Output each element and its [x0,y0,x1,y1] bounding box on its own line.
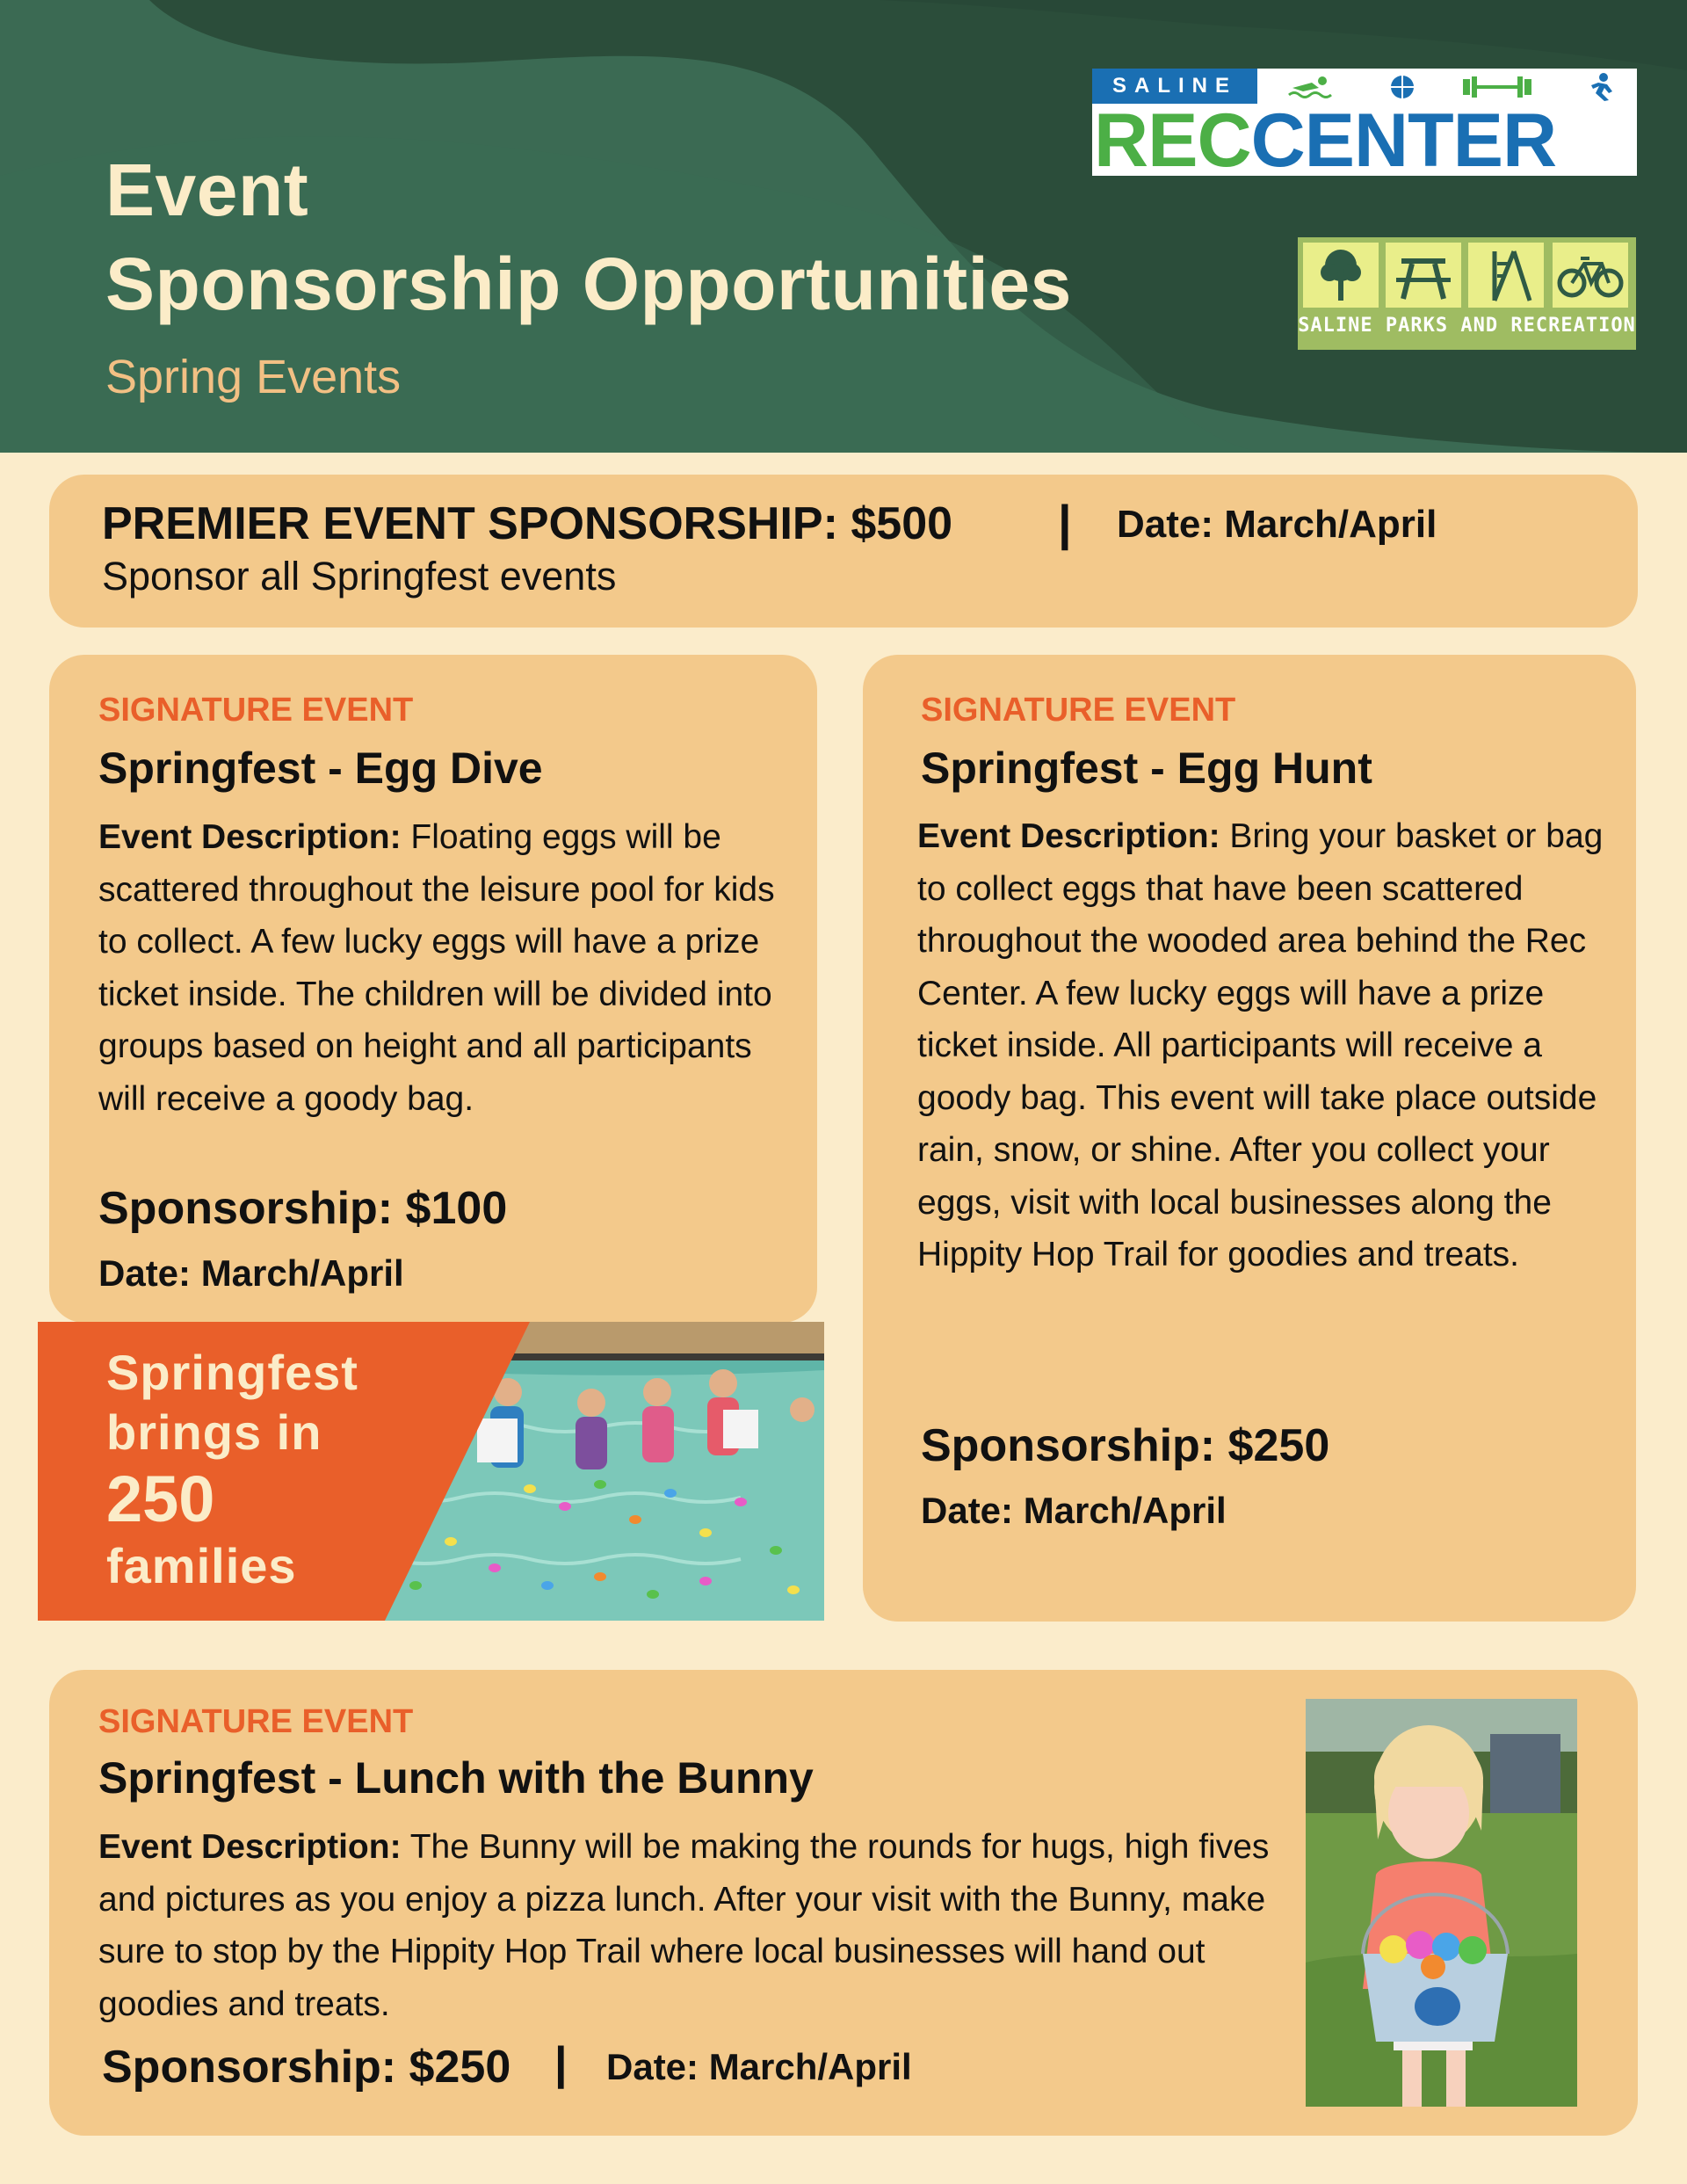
egg-dive-desc-text: Floating eggs will be scattered throughout the leisure pool for kids to collect. A few lucky eggs will have a prize ticket inside. The children will be divided into groups based on height and all participants will receive a goody bag. [98,818,775,1118]
egg-dive-title: Springfest - Egg Dive [98,744,543,793]
slide-icon [1468,243,1544,308]
lunch-date: Date: March/April [606,2046,912,2087]
lunch-separator: | [554,2038,568,2089]
basketball-icon [1391,76,1414,98]
rec-logo-saline-text: SALINE [1092,69,1257,104]
premier-date: Date: March/April [1117,503,1437,546]
swimmer-icon [1289,76,1331,98]
callout-number: 250 [106,1462,215,1535]
egg-hunt-sponsorship: Sponsorship: $250 [921,1420,1330,1471]
child-with-easter-basket-photo [1306,1699,1577,2107]
page-subtitle: Spring Events [105,351,402,403]
springfest-callout [38,1322,824,1621]
callout-line-4: families [106,1538,297,1593]
egg-dive-desc-label: Event Description: [98,818,402,856]
egg-hunt-card [863,655,1636,1622]
lunch-description [98,1821,1298,2030]
premier-heading: PREMIER EVENT SPONSORSHIP: $500 [102,498,953,549]
rec-logo-activity-icons [1268,72,1633,102]
picnic-table-icon [1386,243,1461,308]
lunch-desc-text: The Bunny will be making the rounds for hugs, high fives and pictures as you enjoy a pizza lunch. After your visit with the Bunny, make sure to stop by the Hippity Hop Trail where local businesses will hand out goodies and treats. [98,1828,1270,2023]
lunch-sponsorship: Sponsorship: $250 [102,2042,511,2093]
rec-logo-rec: REC [1094,98,1251,183]
rec-logo-center: CENTER [1250,98,1557,183]
dumbbell-icon [1463,76,1531,98]
egg-hunt-title: Springfest - Egg Hunt [921,744,1372,793]
lunch-desc-label: Event Description: [98,1828,402,1866]
egg-hunt-date: Date: March/April [921,1490,1227,1531]
egg-dive-sponsorship: Sponsorship: $100 [98,1183,508,1234]
egg-hunt-desc-label: Event Description: [917,817,1220,855]
egg-dive-tag: SIGNATURE EVENT [98,692,414,729]
callout-text [106,1343,358,1596]
page-title-line-1: Event [105,149,309,231]
parks-recreation-logo [1298,237,1636,350]
callout-line-2: brings in [106,1404,322,1460]
rec-logo-wordmark [1094,98,1557,183]
tree-icon [1303,243,1379,308]
runner-icon [1591,73,1612,101]
lunch-tag: SIGNATURE EVENT [98,1703,414,1740]
egg-hunt-tag: SIGNATURE EVENT [921,692,1236,729]
egg-hunt-description [917,810,1620,1281]
premier-description: Sponsor all Springfest events [102,554,617,599]
egg-dive-description [98,811,793,1125]
egg-dive-card [49,655,817,1323]
header-banner [0,0,1687,453]
page-title-line-2: Sponsorship Opportunities [105,243,1072,325]
lunch-title: Springfest - Lunch with the Bunny [98,1753,814,1803]
egg-dive-date: Date: March/April [98,1252,404,1294]
rec-center-logo [1092,69,1637,183]
egg-hunt-desc-text: Bring your basket or bag to collect eggs that have been scattered throughout the wooded area behind the Rec Center. A few lucky eggs will have a prize ticket inside. All participants will receive a goody bag. This event will take place outside rain, snow, or shine. After you collect your eggs, visit with local businesses along the Hippity Hop Trail for goodies and treats. [917,817,1604,1273]
callout-line-1: Springfest [106,1345,358,1400]
premier-sponsorship-card [49,475,1638,628]
premier-separator: | [1058,495,1072,550]
parks-logo-label: SALINE PARKS AND RECREATION [1298,315,1636,337]
bicycle-icon [1553,243,1628,308]
